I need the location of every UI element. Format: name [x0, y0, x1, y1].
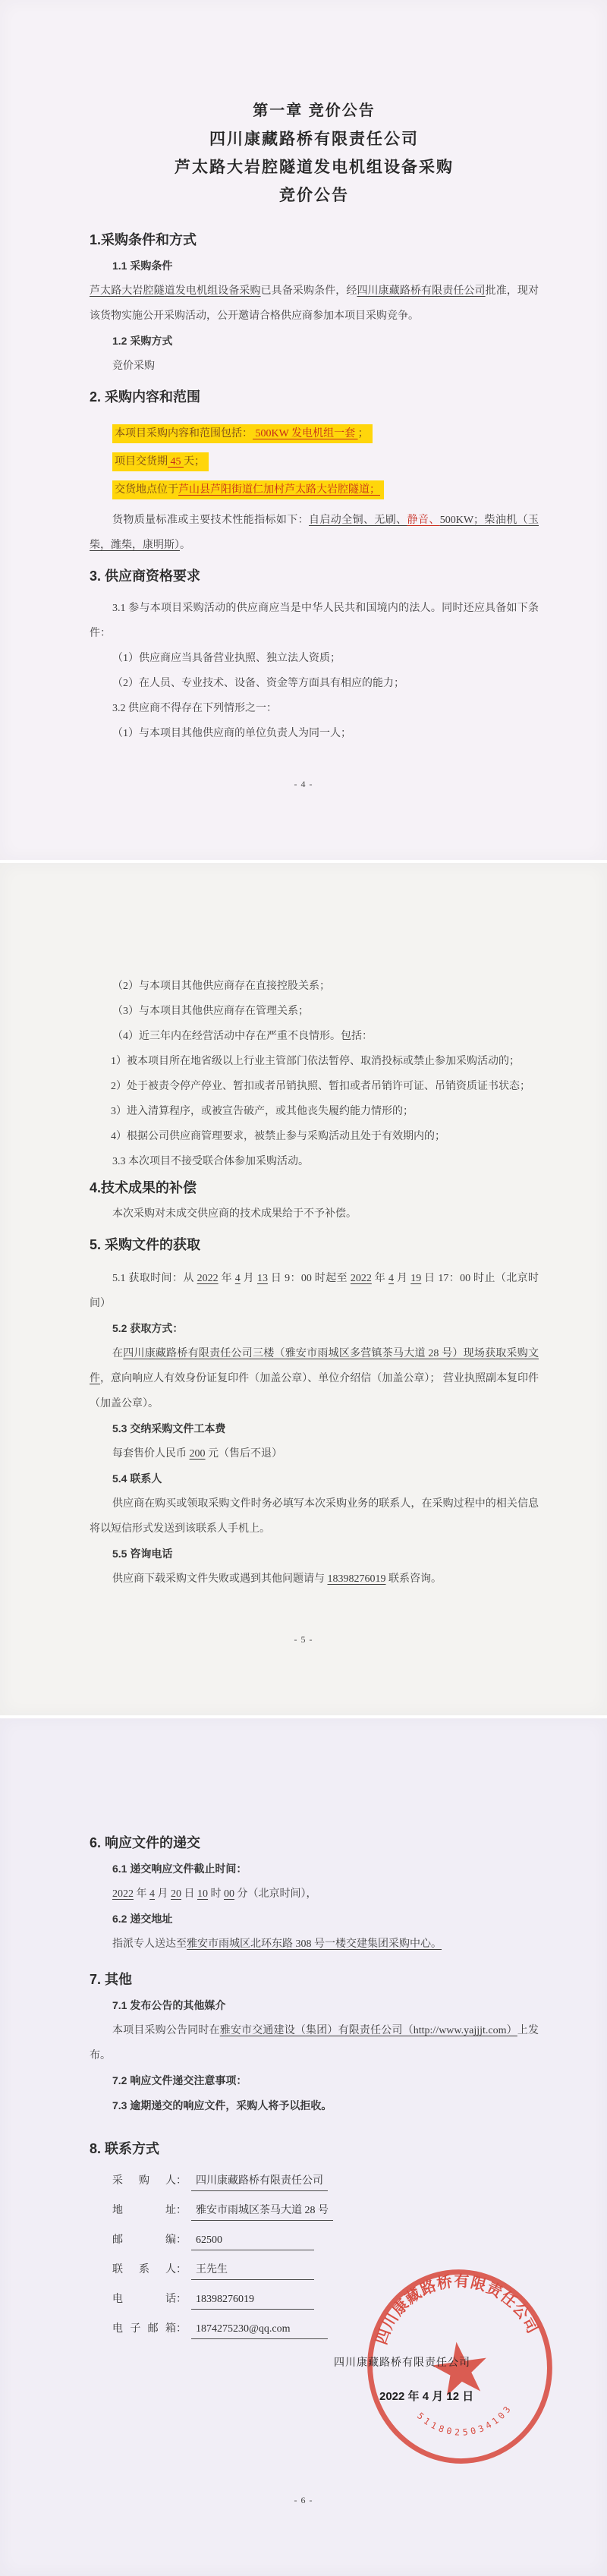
seal-overlay-date: 2022 年 4 月 12 日	[379, 2390, 474, 2403]
list-subitem: 2）处于被责令停产停业、暂扣或者吊销执照、暂扣或者吊销许可证、吊销资质证书状态；	[111, 1081, 530, 1092]
text-run: 年	[371, 1273, 389, 1284]
text-run: 四川康藏路桥有限责任公司三楼（雅安市雨城区多营镇茶马大道 28 号）现场获取采购文件	[90, 1348, 539, 1384]
text-run: ；	[357, 428, 369, 439]
list-subitem: 3）进入清算程序，或被宣告破产，或其他丧失履约能力情形的；	[111, 1106, 414, 1117]
page-3	[0, 1718, 607, 2576]
page-number: - 5 -	[294, 1634, 313, 1645]
doc-title-notice: 竞价公告	[279, 187, 349, 204]
contact-label: 采购人	[112, 2174, 176, 2186]
text-run: 5.1 获取时间：从	[112, 1273, 197, 1284]
contact-label: 电子邮箱	[112, 2322, 176, 2334]
label-5-4: 5.4 联系人	[112, 1472, 162, 1485]
page-number: - 6 -	[294, 2495, 313, 2505]
heading-section-4: 4.技术成果的补偿	[90, 1180, 197, 1195]
para-5-1-time	[90, 1266, 539, 1316]
text-run: 芦太路大岩腔隧道发电机组设备采购	[90, 285, 261, 297]
text-run: 。	[180, 540, 190, 551]
para-3-2: 3.2 供应商不得存在下列情形之一：	[112, 703, 277, 714]
text-run: 天；	[184, 456, 205, 468]
text-run: 2022	[197, 1273, 219, 1284]
heading-section-5: 5. 采购文件的获取	[90, 1237, 201, 1252]
contact-label: 地址	[112, 2203, 176, 2215]
text-run: 10	[197, 1888, 208, 1900]
contact-value: 雅安市雨城区茶马大道 28 号	[191, 2203, 333, 2221]
text-run: 19	[410, 1273, 422, 1284]
text-run: 自启动全铜、无刷、	[309, 515, 407, 526]
contact-row-postcode	[112, 2231, 539, 2250]
page-2	[0, 863, 607, 1715]
text-run: 500KW；柴油机（玉柴，潍柴，康明斯）	[90, 515, 539, 551]
list-item: （2）在人员、专业技术、设备、资金等方面具有相应的能力；	[112, 678, 404, 689]
list-item: （1）供应商应当具备营业执照、独立法人资质；	[112, 653, 341, 664]
contact-colon: ：	[176, 2175, 187, 2187]
page-1	[0, 0, 607, 860]
contact-value: 四川康藏路桥有限责任公司	[191, 2173, 328, 2191]
doc-title-chapter: 第一章 竞价公告	[253, 102, 376, 119]
label-5-3: 5.3 交纳采购文件工本费	[112, 1422, 226, 1434]
para-5-5-phone	[90, 1567, 539, 1592]
list-item: （3）与本项目其他供应商存在管理关系；	[112, 1006, 309, 1017]
para-purchase-conditions	[90, 279, 539, 329]
highlighted-text	[112, 424, 373, 443]
para-5-3-price	[90, 1441, 539, 1466]
contact-value: 王先生	[191, 2262, 314, 2280]
text-run: 2022	[112, 1888, 134, 1900]
text-run: 本项目采购公告同时在	[112, 2025, 220, 2036]
para-3-3: 3.3 本次项目不接受联合体参加采购活动。	[112, 1156, 309, 1167]
list-item: （2）与本项目其他供应商存在直接控股关系；	[112, 981, 330, 992]
text-run: 供应商下载采购文件失败或遇到其他问题请与	[112, 1573, 328, 1585]
highlight-delivery-period-line	[90, 449, 539, 474]
text-run: 本项目采购内容和范围包括：	[115, 428, 253, 439]
label-7-2: 7.2 响应文件递交注意事项：	[112, 2074, 247, 2086]
list-subitem: 4）根据公司供应商管理要求，被禁止参与采购活动且处于有效期内的；	[111, 1131, 445, 1142]
heading-section-2: 2. 采购内容和范围	[90, 389, 201, 405]
contact-colon: ：	[176, 2264, 187, 2275]
para-4-body: 本次采购对未成交供应商的技术成果给于不予补偿。	[112, 1208, 357, 1220]
heading-section-1: 1.采购条件和方式	[90, 232, 197, 247]
text-run: 2022	[350, 1273, 372, 1284]
para-5-4-body: 供应商在购买或领取采购文件时务必填写本次采购业务的联系人，在采购过程中的相关信息将以短信形式发送到该联系人手机上。	[90, 1498, 539, 1535]
text-run: 4	[149, 1888, 155, 1900]
text-run: 货物质量标准或主要技术性能指标如下：	[112, 515, 310, 526]
text-run: 在	[112, 1348, 124, 1359]
contact-colon: ：	[176, 2323, 187, 2335]
text-run: 月	[155, 1888, 171, 1900]
text-run: 500KW 发电机组一套	[253, 428, 358, 439]
contact-row-purchaser	[112, 2171, 539, 2191]
text-run: 雅安市交通建设（集团）有限责任公司（http://www.yajjjt.com）	[219, 2025, 517, 2036]
text-run: 静音、	[407, 515, 440, 526]
contact-colon: ：	[176, 2234, 187, 2246]
seal-ring-text: 四川康藏路桥有限责任公司	[373, 2273, 542, 2347]
text-run: 联系咨询。	[385, 1573, 442, 1585]
para-6-1-deadline	[90, 1882, 539, 1907]
text-run: 批准，现对该货物实施公开采购活动，公开邀请合格供应商参加本项目采购竞争。	[90, 285, 539, 322]
para-quality-standard	[90, 508, 539, 558]
para-purchase-method: 竞价采购	[112, 361, 155, 372]
text-run: ，意向响应人有效身份证复印件（加盖公章）、单位介绍信（加盖公章）； 营业执照副本复印件（加盖公章）。	[90, 1373, 539, 1409]
doc-title-project: 芦太路大岩腔隧道发电机组设备采购	[175, 159, 454, 176]
highlight-delivery-place-line	[90, 477, 539, 502]
label-7-1: 7.1 发布公告的其他媒介	[112, 1999, 226, 2011]
text-run: 上发布。	[90, 2025, 539, 2061]
text-run: 4	[234, 1273, 241, 1284]
label-6-2: 6.2 递交地址	[112, 1913, 173, 1925]
text-run: 分（北京时间），	[234, 1888, 317, 1900]
contact-colon: ：	[176, 2205, 187, 2216]
heading-section-3: 3. 供应商资格要求	[90, 568, 201, 584]
label-5-5: 5.5 咨询电话	[112, 1548, 173, 1560]
text-run: 已具备采购条件，经	[260, 285, 357, 297]
heading-section-7: 7. 其他	[90, 1972, 133, 1987]
label-7-3: 7.3 逾期递交的响应文件，采购人将予以拒收。	[112, 2099, 332, 2112]
text-run: 时	[208, 1888, 224, 1900]
text-run: 每套售价人民币	[112, 1448, 190, 1460]
text-run: 月	[394, 1273, 411, 1284]
text-run: 18398276019	[327, 1573, 386, 1585]
contact-value: 1874275230@qq.com	[191, 2321, 328, 2339]
label-5-2: 5.2 获取方式：	[112, 1322, 184, 1334]
heading-section-6: 6. 响应文件的递交	[90, 1835, 201, 1850]
contact-label: 联系人	[112, 2263, 176, 2275]
text-run: 交货地点位于	[115, 484, 178, 496]
text-run: 四川康藏路桥有限责任公司	[357, 285, 486, 297]
contact-label: 电话	[112, 2292, 176, 2304]
text-run: 日	[181, 1888, 197, 1900]
label-1-2: 1.2 采购方式	[112, 335, 173, 347]
list-subitem: 1）被本项目所在地省级以上行业主管部门依法暂停、取消投标或禁止参加采购活动的；	[111, 1056, 520, 1067]
label-6-1: 6.1 递交响应文件截止时间：	[112, 1863, 247, 1875]
text-run: 00	[224, 1888, 234, 1900]
text-run: 13	[256, 1273, 268, 1284]
contact-colon: ：	[176, 2294, 187, 2305]
text-run: 4	[388, 1273, 395, 1284]
text-run: 200	[189, 1448, 206, 1460]
text-run: 日 17：00 时止（北京时间）	[90, 1273, 539, 1309]
para-6-2-address	[90, 1932, 539, 1957]
text-run: 日 9：00 时起至	[267, 1273, 351, 1284]
list-item: （4）近三年内在经营活动中存在严重不良情形。包括：	[112, 1031, 373, 1042]
text-run: 芦山县芦阳街道仁加村芦太路大岩腔隧道；	[178, 484, 380, 496]
contact-label: 邮编	[112, 2233, 176, 2245]
seal-overlay-company: 四川康藏路桥有限责任公司	[334, 2357, 470, 2369]
para-5-2-body	[90, 1341, 539, 1416]
highlight-scope-line	[90, 421, 539, 446]
contact-row-address	[112, 2201, 539, 2221]
list-item: （1）与本项目其他供应商的单位负责人为同一人；	[112, 728, 351, 739]
text-run: 20	[171, 1888, 181, 1900]
text-run: 元（售后不退）	[205, 1448, 282, 1460]
para-7-1-media	[90, 2018, 539, 2068]
text-run: 雅安市雨城区北环东路 308 号一楼交建集团采购中心。	[187, 1938, 442, 1950]
text-run: 45	[168, 456, 184, 468]
heading-section-8: 8. 联系方式	[90, 2141, 160, 2156]
text-run: 月	[240, 1273, 257, 1284]
text-run: 年	[218, 1273, 235, 1284]
label-1-1: 1.1 采购条件	[112, 260, 173, 272]
seal-number-text: 5118025034103	[415, 2401, 515, 2438]
text-run: 年	[134, 1888, 149, 1900]
contact-value: 62500	[191, 2232, 314, 2250]
highlighted-text	[112, 452, 209, 471]
page-number: - 4 -	[294, 779, 313, 789]
doc-title-company: 四川康藏路桥有限责任公司	[209, 131, 419, 148]
contact-value: 18398276019	[191, 2291, 314, 2310]
para-3-1: 3.1 参与本项目采购活动的供应商应当是中华人民共和国境内的法人。同时还应具备如下条件：	[90, 603, 539, 639]
text-run: 指派专人送达至	[112, 1938, 187, 1950]
text-run: 项目交货期	[115, 456, 168, 468]
highlighted-text	[112, 480, 384, 499]
